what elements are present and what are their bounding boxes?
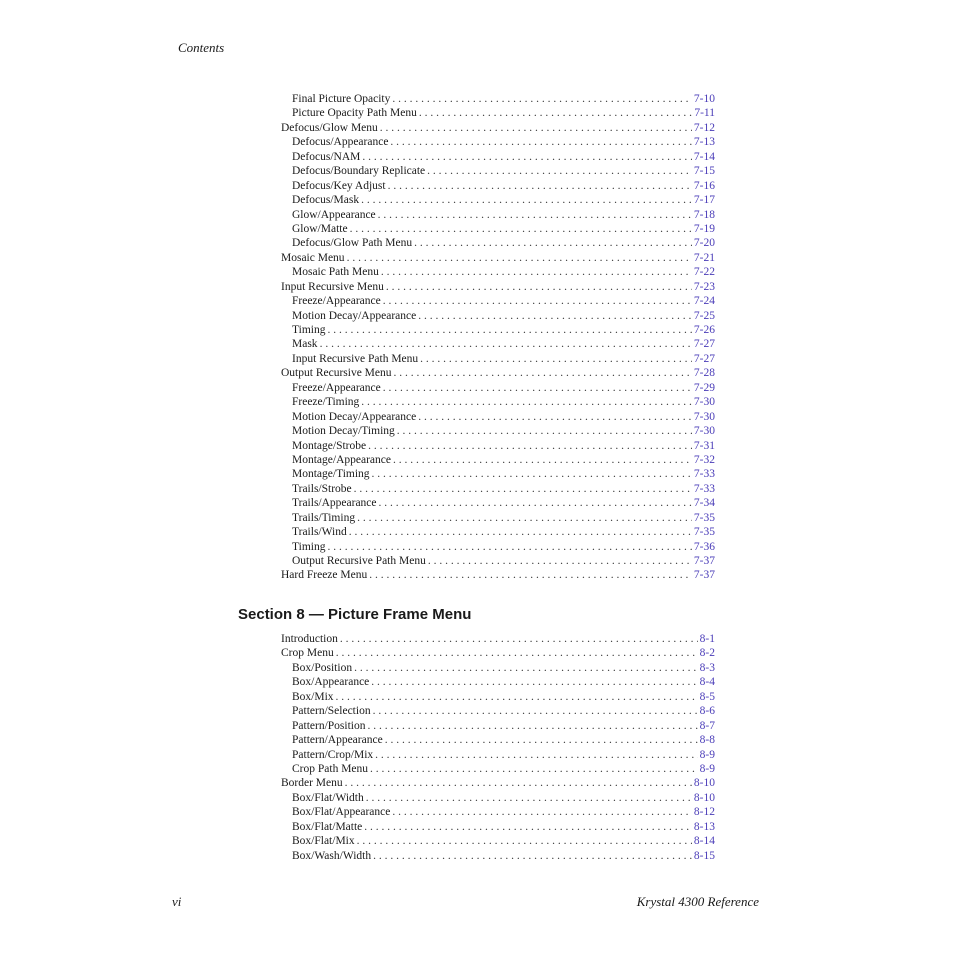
dot-leader <box>357 834 692 848</box>
toc-entry-title: Pattern/Position <box>292 719 366 732</box>
toc-entry-title: Crop Path Menu <box>292 762 369 775</box>
dot-leader <box>381 265 692 279</box>
toc-entry[interactable] <box>281 482 715 496</box>
toc-entry[interactable] <box>281 208 715 222</box>
toc-page-link[interactable]: 7-23 <box>693 280 715 293</box>
toc-entry[interactable] <box>281 323 715 337</box>
toc-entry[interactable] <box>281 236 715 250</box>
toc-entry[interactable] <box>281 568 715 582</box>
toc-entry-title: Box/Flat/Mix <box>292 835 355 848</box>
dot-leader <box>357 511 692 525</box>
toc-entry-title: Input Recursive Menu <box>281 280 384 293</box>
dot-leader <box>383 294 692 308</box>
toc-entry-title: Pattern/Crop/Mix <box>292 748 374 761</box>
dot-leader <box>375 748 698 762</box>
toc-entry[interactable] <box>281 733 715 747</box>
toc-entry[interactable] <box>281 719 715 733</box>
toc-entry-title: Defocus/Mask <box>292 194 360 207</box>
toc-page-link[interactable]: 7-30 <box>693 410 715 423</box>
toc-page-link[interactable]: 8-7 <box>699 719 715 732</box>
toc-page-link[interactable]: 7-11 <box>694 107 715 120</box>
toc-section-7-list <box>281 92 715 583</box>
toc-page-link[interactable]: 8-1 <box>699 633 715 645</box>
toc-entry-title: Montage/Timing <box>292 468 370 481</box>
toc-entry[interactable] <box>281 179 715 193</box>
toc-entry[interactable] <box>281 222 715 236</box>
toc-entry[interactable] <box>281 805 715 819</box>
toc-entry[interactable] <box>281 410 715 424</box>
toc-page-link[interactable]: 7-33 <box>693 468 715 481</box>
toc-entry-title: Mosaic Path Menu <box>292 266 379 279</box>
dot-leader <box>379 496 692 510</box>
dot-leader <box>414 236 692 250</box>
dot-leader <box>354 482 692 496</box>
dot-leader <box>418 309 692 323</box>
dot-leader <box>354 661 698 675</box>
dot-leader <box>364 820 692 834</box>
toc-entry[interactable] <box>281 675 715 689</box>
toc-page-link[interactable]: 8-8 <box>699 734 715 747</box>
dot-leader <box>420 352 692 366</box>
section-8-heading: Section 8 — Picture Frame Menu <box>238 606 472 623</box>
toc-page-link[interactable]: 8-15 <box>693 849 715 862</box>
toc-entry[interactable] <box>281 352 715 366</box>
toc-page-link[interactable]: 7-20 <box>693 237 715 250</box>
toc-entry[interactable] <box>281 381 715 395</box>
dot-leader <box>340 632 698 646</box>
toc-entry-title: Motion Decay/Timing <box>292 425 395 438</box>
toc-page-link[interactable]: 8-3 <box>699 661 715 674</box>
toc-page-link[interactable]: 7-36 <box>693 540 715 553</box>
page-number: vi <box>172 894 182 909</box>
dot-leader <box>418 410 692 424</box>
toc-entry-title: Trails/Strobe <box>292 482 352 495</box>
dot-leader <box>320 337 692 351</box>
dot-leader <box>370 762 698 776</box>
dot-leader <box>385 733 698 747</box>
toc-entry[interactable] <box>281 121 715 135</box>
dot-leader <box>372 467 692 481</box>
toc-entry[interactable] <box>281 453 715 467</box>
toc-page-link[interactable]: 8-5 <box>699 690 715 703</box>
running-header: Contents <box>178 40 225 55</box>
toc-page-link[interactable]: 7-33 <box>693 482 715 495</box>
toc-entry[interactable] <box>281 540 715 554</box>
toc-entry[interactable] <box>281 467 715 481</box>
toc-entry[interactable] <box>281 704 715 718</box>
toc-entry[interactable] <box>281 135 715 149</box>
dot-leader <box>380 121 692 135</box>
dot-leader <box>373 849 692 863</box>
toc-entry-title: Output Recursive Path Menu <box>292 555 426 567</box>
toc-entry-title: Crop Menu <box>281 647 334 660</box>
toc-entry-title: Box/Position <box>292 661 353 674</box>
toc-page-link[interactable]: 8-6 <box>699 705 715 718</box>
toc-page-link[interactable]: 7-27 <box>693 352 715 365</box>
toc-entry[interactable] <box>281 164 715 178</box>
toc-page-link[interactable]: 8-12 <box>693 806 715 819</box>
toc-entry-title: Hard Freeze Menu <box>281 569 368 582</box>
toc-page-link[interactable]: 7-26 <box>693 324 715 336</box>
toc-page-link[interactable]: 7-18 <box>693 208 715 221</box>
dot-leader <box>361 395 692 409</box>
toc-entry[interactable] <box>281 776 715 790</box>
toc-page-link[interactable]: 8-4 <box>699 676 715 689</box>
toc-entry-title: Defocus/Key Adjust <box>292 179 386 192</box>
dot-leader <box>368 439 692 453</box>
toc-entry-title: Pattern/Appearance <box>292 734 383 747</box>
dot-leader <box>428 554 692 568</box>
toc-page-link[interactable]: 7-16 <box>693 179 715 192</box>
toc-entry[interactable] <box>281 193 715 207</box>
toc-page-link[interactable]: 7-19 <box>693 222 715 235</box>
toc-entry-title: Box/Appearance <box>292 676 370 689</box>
dot-leader <box>371 675 697 689</box>
toc-entry-title: Glow/Appearance <box>292 208 376 221</box>
dot-leader <box>362 150 692 164</box>
toc-page-link[interactable]: 7-25 <box>693 309 715 322</box>
toc-entry[interactable] <box>281 280 715 294</box>
toc-entry-title: Border Menu <box>281 777 343 790</box>
toc-entry-title: Freeze/Appearance <box>292 295 381 308</box>
toc-entry-title: Montage/Appearance <box>292 453 391 466</box>
toc-entry[interactable] <box>281 309 715 323</box>
toc-entry-title: Glow/Matte <box>292 222 348 235</box>
toc-entry-title: Trails/Timing <box>292 511 356 524</box>
toc-entry-title: Freeze/Appearance <box>292 381 381 394</box>
toc-entry[interactable] <box>281 820 715 834</box>
toc-page-link[interactable]: 8-9 <box>699 748 715 761</box>
toc-entry[interactable] <box>281 511 715 525</box>
toc-entry[interactable] <box>281 92 715 106</box>
toc-entry-title: Mask <box>292 338 318 351</box>
toc-page-link[interactable]: 8-2 <box>699 647 715 660</box>
toc-page-link[interactable]: 7-13 <box>693 136 715 149</box>
dot-leader <box>383 381 692 395</box>
toc-page-link[interactable]: 7-29 <box>693 381 715 394</box>
toc-entry-title: Montage/Strobe <box>292 439 367 452</box>
toc-entry-title: Defocus/Glow Path Menu <box>292 237 413 250</box>
toc-entry[interactable] <box>281 424 715 438</box>
toc-entry[interactable] <box>281 834 715 848</box>
toc-entry[interactable] <box>281 748 715 762</box>
toc-entry[interactable] <box>281 554 715 568</box>
toc-entry[interactable] <box>281 106 715 120</box>
toc-entry[interactable] <box>281 337 715 351</box>
toc-entry-title: Mosaic Menu <box>281 251 345 264</box>
toc-entry-title: Defocus/Boundary Replicate <box>292 165 426 178</box>
dot-leader <box>393 453 692 467</box>
toc-entry-title: Defocus/Appearance <box>292 136 389 149</box>
toc-page-link[interactable]: 7-24 <box>693 295 715 308</box>
dot-leader <box>378 208 692 222</box>
dot-leader <box>367 719 697 733</box>
toc-page-link[interactable]: 7-37 <box>693 569 715 582</box>
toc-entry-title: Trails/Wind <box>292 526 347 539</box>
dot-leader <box>369 568 692 582</box>
dot-leader <box>392 805 692 819</box>
toc-entry-title: Motion Decay/Appearance <box>292 309 417 322</box>
toc-entry[interactable] <box>281 690 715 704</box>
dot-leader <box>386 280 692 294</box>
toc-page-link[interactable]: 7-21 <box>693 251 715 264</box>
dot-leader <box>366 791 692 805</box>
toc-page-link[interactable]: 7-30 <box>693 396 715 409</box>
dot-leader <box>394 366 692 380</box>
dot-leader <box>336 690 698 704</box>
toc-entry-title: Motion Decay/Appearance <box>292 410 417 423</box>
toc-entry[interactable] <box>281 646 715 660</box>
toc-page-link[interactable]: 7-27 <box>693 338 715 351</box>
toc-entry[interactable] <box>281 496 715 510</box>
toc-entry[interactable] <box>281 265 715 279</box>
toc-entry-title: Trails/Appearance <box>292 497 377 510</box>
dot-leader <box>373 704 698 718</box>
toc-page-link[interactable]: 7-32 <box>693 453 715 466</box>
toc-entry-title: Freeze/Timing <box>292 396 360 409</box>
dot-leader <box>349 525 692 539</box>
toc-page-link[interactable]: 7-14 <box>693 150 715 163</box>
dot-leader <box>327 323 691 337</box>
toc-entry[interactable] <box>281 150 715 164</box>
toc-page-link[interactable]: 7-35 <box>693 511 715 524</box>
dot-leader <box>345 776 692 790</box>
dot-leader <box>397 424 692 438</box>
toc-entry-title: Timing <box>292 540 326 553</box>
toc-entry[interactable] <box>281 661 715 675</box>
toc-entry-title: Output Recursive Menu <box>281 367 392 380</box>
toc-page-link[interactable]: 8-13 <box>693 820 715 833</box>
toc-entry-title: Box/Flat/Appearance <box>292 806 391 819</box>
toc-page-link[interactable]: 7-31 <box>693 439 715 452</box>
toc-entry-title: Box/Mix <box>292 690 334 703</box>
dot-leader <box>336 646 698 660</box>
toc-entry[interactable] <box>281 525 715 539</box>
book-title: Krystal 4300 Reference <box>636 894 759 909</box>
toc-page-link[interactable]: 8-14 <box>693 835 715 848</box>
toc-entry-title: Input Recursive Path Menu <box>292 352 419 365</box>
toc-entry-title: Pattern/Selection <box>292 705 371 718</box>
toc-page-link[interactable]: 7-34 <box>693 497 715 510</box>
toc-entry[interactable] <box>281 251 715 265</box>
dot-leader <box>327 540 691 554</box>
toc-entry-title: Box/Flat/Matte <box>292 820 363 833</box>
toc-entry-title: Defocus/Glow Menu <box>281 121 378 134</box>
toc-page-link[interactable]: 7-28 <box>693 367 715 380</box>
toc-entry-title: Final Picture Opacity <box>292 93 391 105</box>
dot-leader <box>427 164 692 178</box>
toc-page-link[interactable]: 8-10 <box>693 777 715 790</box>
toc-entry[interactable] <box>281 395 715 409</box>
dot-leader <box>388 179 692 193</box>
toc-page-link[interactable]: 7-12 <box>693 121 715 134</box>
dot-leader <box>350 222 692 236</box>
toc-page-link[interactable]: 7-10 <box>693 93 715 105</box>
dot-leader <box>361 193 692 207</box>
toc-entry[interactable] <box>281 849 715 863</box>
toc-page-link[interactable]: 7-37 <box>693 555 715 567</box>
toc-entry-title: Introduction <box>281 633 338 645</box>
toc-entry[interactable] <box>281 762 715 776</box>
dot-leader <box>419 106 692 120</box>
toc-page-link[interactable]: 7-17 <box>693 194 715 207</box>
toc-entry[interactable] <box>281 632 715 646</box>
toc-page-link[interactable]: 7-35 <box>693 526 715 539</box>
toc-page-link[interactable]: 7-22 <box>693 266 715 279</box>
toc-entry-title: Box/Wash/Width <box>292 849 372 862</box>
toc-entry[interactable] <box>281 439 715 453</box>
toc-section-8-list <box>281 632 715 863</box>
toc-page-link[interactable]: 7-15 <box>693 165 715 178</box>
dot-leader <box>347 251 692 265</box>
toc-entry-title: Box/Flat/Width <box>292 791 364 804</box>
toc-page-link[interactable]: 8-9 <box>699 762 715 775</box>
dot-leader <box>392 92 692 106</box>
toc-entry-title: Picture Opacity Path Menu <box>292 107 417 120</box>
toc-entry-title: Timing <box>292 324 326 336</box>
toc-page-link[interactable]: 8-10 <box>693 791 715 804</box>
toc-entry-title: Defocus/NAM <box>292 150 361 163</box>
toc-entry[interactable] <box>281 791 715 805</box>
toc-entry[interactable] <box>281 366 715 380</box>
toc-entry[interactable] <box>281 294 715 308</box>
toc-page-link[interactable]: 7-30 <box>693 425 715 438</box>
dot-leader <box>390 135 691 149</box>
